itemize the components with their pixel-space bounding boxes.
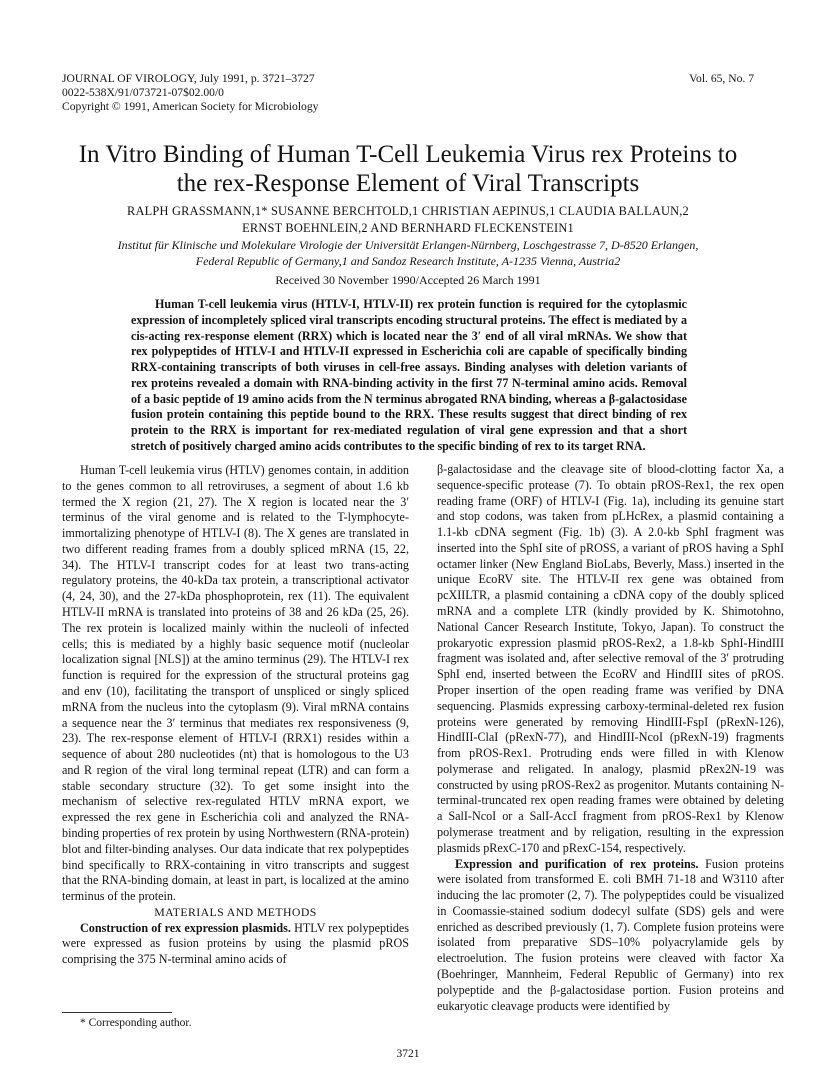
plasmid-construction-paragraph: β-galactosidase and the cleavage site of blood-clotting factor Xa, a sequence-specific protease (7). To obtain pROS-Rex1, the rex open reading frame (ORF) of HTLV-I (Fig. 1a), including its genuine start and stop codons, was taken from pLHcRex, a plasmid containing a 1.1-kb cDNA segment (Fig. 1b) (3). A 2.0-kb SphI fragment was inserted into the SphI site of pROSS, a variant of pROS having a SphI octamer linker (New England BioLabs, Beverly, Mass.) inserted in the unique EcoRV site. The HTLV-II rex gene was obtained from pcXIILTR, a plasmid containing a cDNA copy of the doubly spliced mRNA and a complete LTR (kindly provided by K. Shimotohno, National Cancer Research Institute, Tokyo, Japan). To construct the prokaryotic expression plasmid pROS-Rex2, a 1.8-kb SphI-HindIII fragment was isolated and, after selective removal of the 3′ protruding SphI end, inserted between the EcoRV and HindIII sites of pROS. Proper insertion of the open reading frame was verified by DNA sequencing. Plasmids expressing carboxy-terminal-deleted rex fusion proteins were generated by removing HindIII-FspI (pRexN-126), HindIII-ClaI (pRexN-77), and HindIII-NcoI (pRexN-19) fragments from pROS-Rex1. Protruding ends were filled in with Klenow polymerase and religated. In analogy, plasmid pRex2N-19 was constructed by using pROS-Rex2 as progenitor. Mutants containing N-terminal-truncated rex open reading frames were obtained by deleting a SalI-NcoI or a SalI-AccI fragment from pROS-Rex1 by Klenow polymerase treatment and by religation, resulting in the expression plasmids pRexC-170 and pRexC-154, respectively.: [437, 462, 784, 855]
volume-issue: Vol. 65, No. 7: [689, 72, 754, 85]
section-heading-materials-methods: MATERIALS AND METHODS: [154, 904, 317, 919]
copyright-line: Copyright © 1991, American Society for Microbiology: [62, 100, 319, 113]
article-title: [40, 140, 776, 198]
authors-line-2: ERNST BOEHNLEIN,2 AND BERNHARD FLECKENSTEIN1: [242, 221, 574, 235]
expression-text: Fusion proteins were isolated from transformed E. coli BMH 71-18 and W3110 after inducing the lac promoter (2, 7). The polypeptides could be visualized in Coomassie-stained sodium dodecyl sulfate (SDS) gels and were enriched as described previously (1, 7). Complete fusion proteins were isolated from preparative SDS–10% polyacrylamide gels by electroelution. The fusion proteins were cleaved with factor Xa (Boehringer, Mannheim, Federal Republic of Germany) into rex polypeptide and the β-galactosidase portion. Fusion proteins and eukaryotic cleavage products were identified by: [437, 856, 784, 1013]
title-line-2: the rex-Response Element of Viral Transcripts: [176, 170, 640, 197]
left-column: [62, 463, 409, 968]
right-column: [437, 462, 784, 1014]
affiliation: [40, 237, 776, 269]
intro-paragraph: Human T-cell leukemia virus (HTLV) genomes contain, in addition to the genes common to all retroviruses, a segment of about 1.6 kb termed the X region (21, 27). The X region is located near the 3′ terminus of the viral genome and is related to the T-lymphocyte-immortalizing phenotype of HTLV-I (8). The X genes are translated in two different reading frames from a doubly spliced mRNA (15, 22, 34). The HTLV-I transcript codes for at least two trans-acting regulatory proteins, the 40-kDa tax protein, a transcriptional activator (4, 24, 30), and the 27-kDa phosphoprotein, rex (11). The equivalent HTLV-II mRNA is translated into proteins of 38 and 26 kDa (25, 26). The rex protein is localized mainly within the nucleoli of infected cells; this is mediated by a highly basic sequence motif (nucleolar localization signal [NLS]) at the amino terminus (29). The HTLV-I rex function is required for the expression of the structural proteins gag and env (10), facilitating the transport of unspliced or singly spliced mRNA from the nucleus into the cytoplasm (9). Viral mRNA contains a sequence near the 3′ terminus that mediates rex responsiveness (9, 23). The rex-response element of HTLV-I (RRX1) resides within a sequence of about 280 nucleotides (nt) that is homologous to the U3 and R region of the viral long terminal repeat (LTR) and can form a stable secondary structure (32). To get some insight into the mechanism of selective rex-regulated HTLV mRNA export, we expressed the rex gene in Escherichia coli and analyzed the RNA-binding properties of rex protein by using Northwestern (RNA-protein) blot and filter-binding analyses. Our data indicate that rex polypeptides bind specifically to RRX-containing in vitro transcripts and suggest that the RNA-binding domain, at least in part, is localized at the amino terminus of the protein.: [62, 463, 409, 904]
issn-line: 0022-538X/91/073721-07$02.00/0: [62, 86, 224, 99]
footnote-divider: [62, 1012, 172, 1013]
construction-heading: Construction of rex expression plasmids.: [80, 920, 291, 935]
footnote-corresponding-author: * Corresponding author.: [80, 1017, 192, 1029]
construction-paragraph: [62, 921, 409, 968]
expression-paragraph: [437, 857, 784, 1015]
page-number: 3721: [396, 1048, 420, 1060]
author-list: [40, 203, 776, 237]
title-line-1: In Vitro Binding of Human T-Cell Leukemia Virus rex Proteins to: [78, 141, 738, 168]
construction-text: HTLV rex polypeptides were expressed as fusion proteins by using the plasmid pROS comprising the 375 N-terminal amino acids of: [62, 920, 410, 967]
affiliation-line-2: Federal Republic of Germany,1 and Sandoz Research Institute, A-1235 Vienna, Austria2: [195, 254, 621, 268]
journal-line: JOURNAL OF VIROLOGY, July 1991, p. 3721–3727: [62, 72, 315, 85]
expression-heading: Expression and purification of rex proteins.: [455, 856, 699, 871]
authors-line-1: RALPH GRASSMANN,1* SUSANNE BERCHTOLD,1 CHRISTIAN AEPINUS,1 CLAUDIA BALLAUN,2: [127, 204, 689, 218]
received-accepted-dates: Received 30 November 1990/Accepted 26 March 1991: [275, 273, 541, 287]
abstract: Human T-cell leukemia virus (HTLV-I, HTLV-II) rex protein function is required for the cytoplasmic expression of incompletely spliced viral transcripts encoding structural proteins. The effect is mediated by a cis-acting rex-response element (RRX) which is located near the 3′ end of all viral mRNAs. We show that rex polypeptides of HTLV-I and HTLV-II expressed in Escherichia coli are capable of specifically binding RRX-containing transcripts of both viruses in cell-free assays. Binding analyses with deletion variants of rex proteins revealed a domain with RNA-binding activity in the first 77 N-terminal amino acids. Removal of a basic peptide of 19 amino acids from the N terminus abrogated RNA binding, whereas a β-galactosidase fusion protein containing this peptide bound to the RRX. These results suggest that direct binding of rex protein to the RRX is important for rex-mediated regulation of viral gene expression and that a short stretch of positively charged amino acids contributes to the specific binding of rex to its target RNA.: [131, 297, 687, 453]
affiliation-line-1: Institut für Klinische und Molekulare Virologie der Universität Erlangen-Nürnberg, Loschgestrasse 7, D-8520 Erlangen,: [117, 238, 699, 252]
